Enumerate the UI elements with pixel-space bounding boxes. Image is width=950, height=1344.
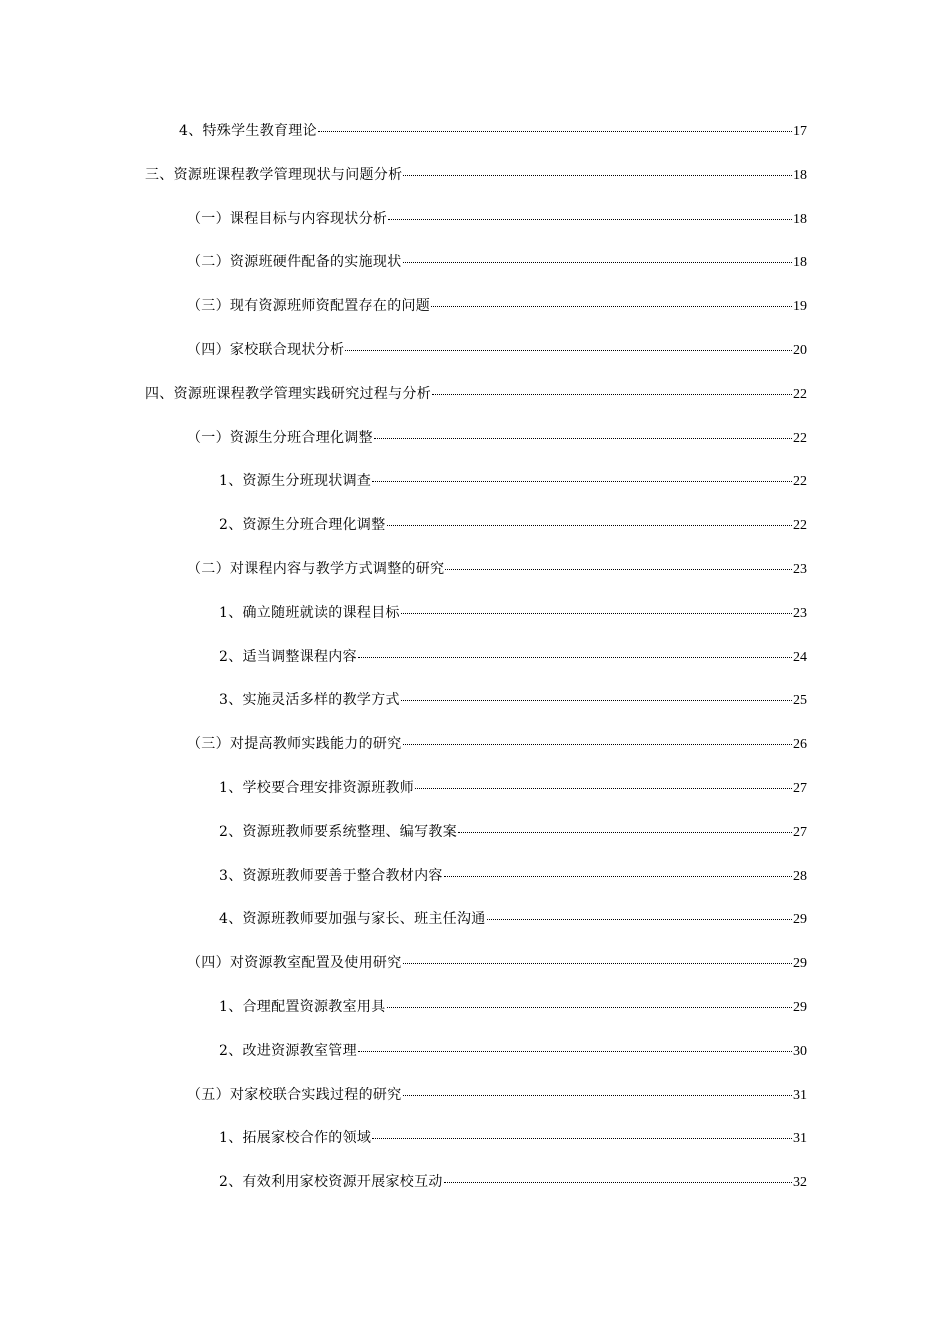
toc-entry[interactable] xyxy=(0,1034,950,1078)
toc-entry-label: （二）对课程内容与教学方式调整的研究 xyxy=(187,560,445,577)
toc-dot-leader xyxy=(431,292,792,307)
toc-entry-row xyxy=(219,908,807,930)
toc-page-number: 20 xyxy=(793,342,807,358)
toc-page-number: 22 xyxy=(793,518,807,534)
toc-entry-label: （三）对提高教师实践能力的研究 xyxy=(187,736,402,753)
toc-entry-label: 2、资源班教师要系统整理、编写教案 xyxy=(219,823,458,840)
toc-entry-row xyxy=(219,1171,807,1193)
toc-dot-leader xyxy=(403,949,793,964)
toc-page-number: 27 xyxy=(793,780,807,796)
toc-entry[interactable] xyxy=(0,508,950,552)
toc-entry[interactable] xyxy=(0,202,950,246)
toc-page-number: 29 xyxy=(793,912,807,928)
toc-entry-label: （四）对资源教室配置及使用研究 xyxy=(187,955,402,972)
toc-dot-leader xyxy=(401,686,792,701)
toc-entry[interactable] xyxy=(0,902,950,946)
toc-entry-row xyxy=(219,996,807,1018)
toc-entry-row xyxy=(219,821,807,843)
toc-entry-row xyxy=(219,1127,807,1149)
toc-dot-leader xyxy=(387,993,792,1008)
toc-page-number: 31 xyxy=(793,1131,807,1147)
toc-entry-row xyxy=(179,120,807,142)
toc-entry[interactable] xyxy=(0,1165,950,1209)
toc-entry[interactable] xyxy=(0,158,950,202)
toc-entry-row xyxy=(219,689,807,711)
toc-entry[interactable] xyxy=(0,771,950,815)
toc-entry[interactable] xyxy=(0,815,950,859)
toc-entry-label: 1、合理配置资源教室用具 xyxy=(219,998,386,1015)
toc-page-number: 17 xyxy=(793,124,807,139)
toc-dot-leader xyxy=(388,205,792,220)
toc-entry-label: 4、特殊学生教育理论 xyxy=(179,123,317,139)
toc-entry-label: 2、有效利用家校资源开展家校互动 xyxy=(219,1174,443,1191)
toc-entry-label: 3、实施灵活多样的教学方式 xyxy=(219,692,400,709)
toc-page-number: 22 xyxy=(793,386,807,402)
toc-entry[interactable] xyxy=(0,596,950,640)
toc-dot-leader xyxy=(403,248,793,263)
toc-page-number: 22 xyxy=(793,430,807,446)
toc-entry-label: （一）课程目标与内容现状分析 xyxy=(187,210,388,227)
toc-entry-label: 三、资源班课程教学管理现状与问题分析 xyxy=(145,166,403,183)
toc-dot-leader xyxy=(458,818,792,833)
toc-entry[interactable] xyxy=(0,946,950,990)
toc-entry-row xyxy=(187,952,807,974)
toc-page-number: 30 xyxy=(793,1043,807,1059)
toc-page-number: 27 xyxy=(793,824,807,840)
toc-page-number: 23 xyxy=(793,561,807,577)
toc-entry[interactable] xyxy=(0,1078,950,1122)
toc-dot-leader xyxy=(444,862,792,877)
toc-entry-label: （四）家校联合现状分析 xyxy=(187,341,345,358)
toc-entry[interactable] xyxy=(0,421,950,465)
toc-page-number: 25 xyxy=(793,693,807,709)
toc-dot-leader xyxy=(445,555,792,570)
toc-entry-row xyxy=(187,339,807,361)
toc-entry-label: 4、资源班教师要加强与家长、班主任沟通 xyxy=(219,911,486,928)
toc-entry[interactable] xyxy=(0,464,950,508)
toc-dot-leader xyxy=(372,467,792,482)
toc-dot-leader xyxy=(403,1081,793,1096)
toc-dot-leader xyxy=(358,643,792,658)
toc-entry-row xyxy=(145,383,807,405)
toc-page-number: 24 xyxy=(793,649,807,665)
toc-entry-row xyxy=(187,295,807,317)
toc-dot-leader xyxy=(374,424,792,439)
toc-entry-row xyxy=(219,602,807,624)
toc-dot-leader xyxy=(403,161,792,176)
toc-dot-leader xyxy=(487,905,792,920)
toc-page-number: 32 xyxy=(793,1175,807,1191)
toc-page-number: 28 xyxy=(793,868,807,884)
toc-entry[interactable] xyxy=(0,990,950,1034)
toc-page-number: 22 xyxy=(793,474,807,490)
toc-entry[interactable] xyxy=(0,859,950,903)
toc-entry[interactable] xyxy=(0,640,950,684)
toc-page-number: 18 xyxy=(793,167,807,183)
toc-dot-leader xyxy=(345,336,792,351)
toc-entry[interactable] xyxy=(0,552,950,596)
toc-entry[interactable] xyxy=(0,727,950,771)
toc-entry-label: 1、确立随班就读的课程目标 xyxy=(219,604,400,621)
toc-dot-leader xyxy=(432,380,792,395)
toc-entry-row xyxy=(187,558,807,580)
toc-entry[interactable] xyxy=(0,114,950,158)
toc-dot-leader xyxy=(415,774,792,789)
toc-entry-label: （五）对家校联合实践过程的研究 xyxy=(187,1086,402,1103)
table-of-contents xyxy=(0,114,950,1209)
toc-entry[interactable] xyxy=(0,333,950,377)
toc-entry-row xyxy=(187,251,807,273)
toc-page-number: 26 xyxy=(793,737,807,753)
toc-dot-leader xyxy=(444,1168,792,1183)
toc-entry-row xyxy=(219,865,807,887)
toc-entry-label: （二）资源班硬件配备的实施现状 xyxy=(187,254,402,271)
toc-entry-row xyxy=(219,646,807,668)
toc-entry-row xyxy=(187,733,807,755)
toc-entry-label: （一）资源生分班合理化调整 xyxy=(187,429,373,446)
toc-entry-label: 2、改进资源教室管理 xyxy=(219,1042,357,1059)
toc-entry[interactable] xyxy=(0,1121,950,1165)
toc-entry-row xyxy=(219,470,807,492)
toc-entry-label: 3、资源班教师要善于整合教材内容 xyxy=(219,867,443,884)
toc-entry-row xyxy=(145,164,807,186)
toc-entry-row xyxy=(187,208,807,230)
toc-entry[interactable] xyxy=(0,683,950,727)
toc-entry-label: 1、拓展家校合作的领域 xyxy=(219,1130,372,1147)
toc-entry[interactable] xyxy=(0,245,950,289)
toc-entry-row xyxy=(187,427,807,449)
toc-page-number: 19 xyxy=(793,299,807,315)
toc-dot-leader xyxy=(403,730,793,745)
toc-entry-label: 1、资源生分班现状调查 xyxy=(219,473,372,490)
toc-entry-row xyxy=(219,777,807,799)
toc-entry-label: 2、资源生分班合理化调整 xyxy=(219,517,386,534)
toc-dot-leader xyxy=(358,1037,792,1052)
toc-entry-row xyxy=(187,1084,807,1106)
toc-dot-leader xyxy=(318,117,792,132)
toc-dot-leader xyxy=(372,1124,792,1139)
toc-page-number: 29 xyxy=(793,956,807,972)
toc-page-number: 18 xyxy=(793,211,807,227)
toc-page-number: 23 xyxy=(793,605,807,621)
toc-entry-label: 四、资源班课程教学管理实践研究过程与分析 xyxy=(145,385,431,402)
toc-entry-label: 1、学校要合理安排资源班教师 xyxy=(219,779,415,796)
toc-entry[interactable] xyxy=(0,377,950,421)
toc-page-number: 18 xyxy=(793,255,807,271)
toc-dot-leader xyxy=(387,511,792,526)
toc-page-number: 29 xyxy=(793,999,807,1015)
toc-entry-row xyxy=(219,1040,807,1062)
toc-entry-row xyxy=(219,514,807,536)
toc-entry-label: （三）现有资源班师资配置存在的问题 xyxy=(187,298,431,315)
toc-page-number: 31 xyxy=(793,1087,807,1103)
toc-dot-leader xyxy=(401,599,792,614)
toc-entry[interactable] xyxy=(0,289,950,333)
toc-entry-label: 2、适当调整课程内容 xyxy=(219,648,357,665)
